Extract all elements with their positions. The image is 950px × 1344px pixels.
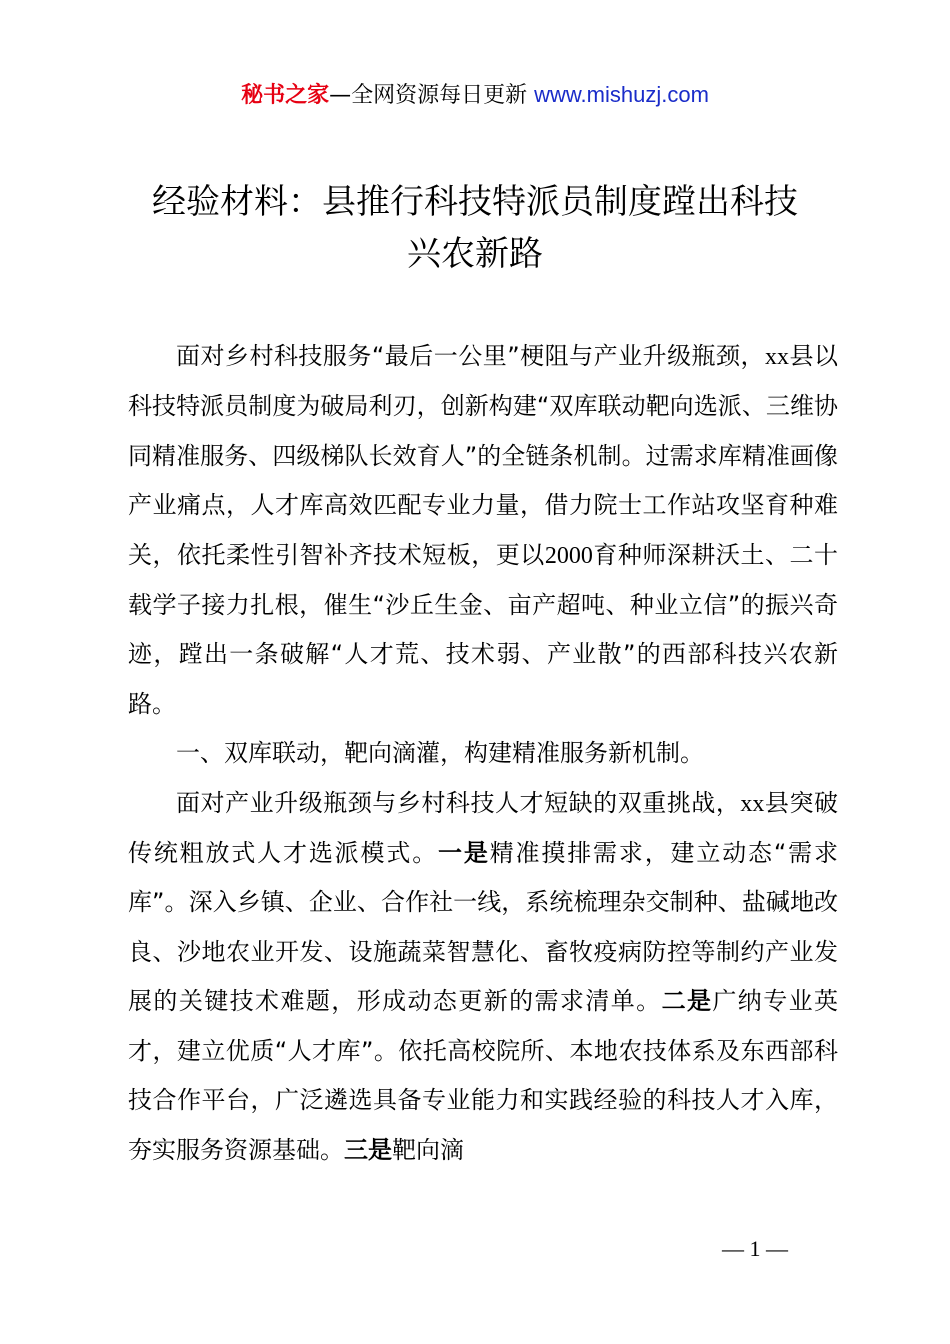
brand-name: 秘书之家 <box>241 83 330 108</box>
header-tagline: —全网资源每日更新 <box>329 83 535 108</box>
bold-marker: 二是 <box>661 987 713 1016</box>
bold-marker: 三是 <box>344 1135 392 1164</box>
text-run: 县以科技特派员制度为破局利刃，创新构建“双库联动靶向选派、三维协同精准服务、四级梯队长效育人”的全链条机制。过需求库精准画像产业痛点，人才库高效匹配专业力量，借力院士工作站攻坚育种难关，依托柔性引智补齐技术短板，更以 <box>128 342 839 569</box>
document-title <box>110 176 840 280</box>
site-header <box>0 78 950 113</box>
text-run: 精准摸排需求，建立动态“需求库”。深入乡镇、企业、合作社一线，系统梳理杂交制种、盐碱地改良、沙地农业开发、设施蔬菜智慧化、畜牧疫病防控等制约产业发展的关键技术难题，形成动态更新的需求清单。 <box>128 839 838 1016</box>
title-line-2: 兴农新路 <box>407 234 543 274</box>
text-run: 靶向滴 <box>392 1135 464 1164</box>
text-run: 2000 <box>544 542 593 569</box>
text-run: 县突破传统粗放式人才选派模式。 <box>128 788 839 868</box>
bold-marker: 一是 <box>438 839 490 868</box>
paragraph-intro <box>128 332 838 729</box>
section-heading-1: 一、双库联动，靶向滴灌，构建精准服务新机制。 <box>176 739 704 768</box>
text-run: xx <box>740 790 765 817</box>
text-run: 面对乡村科技服务“最后一公里”梗阻与产业升级瓶颈， <box>176 342 766 370</box>
text-run: 面对产业升级瓶颈与乡村科技人才短缺的双重挑战， <box>176 788 741 817</box>
text-run: xx <box>765 344 790 370</box>
paragraph-section-1 <box>128 779 838 1175</box>
text-run: 广纳专业英才，建立优质“人才库”。依托高校院所、本地农技体系及东西部科技合作平台，广泛遴选具备专业能力和实践经验的科技人才入库，夯实服务资源基础。 <box>128 987 839 1164</box>
site-url-link[interactable]: www.mishuzj.com <box>534 82 709 107</box>
title-line-1: 经验材料：县推行科技特派员制度蹚出科技 <box>152 182 798 222</box>
document-body <box>128 332 838 1175</box>
page-number: — 1 — <box>722 1236 788 1261</box>
text-run: 育种师深耕沃土、二十载学子接力扎根，催生“沙丘生金、亩产超吨、种业立信”的振兴奇迹，蹚出一条破解“人才荒、技术弱、产业散”的西部科技兴农新路。 <box>128 540 839 718</box>
